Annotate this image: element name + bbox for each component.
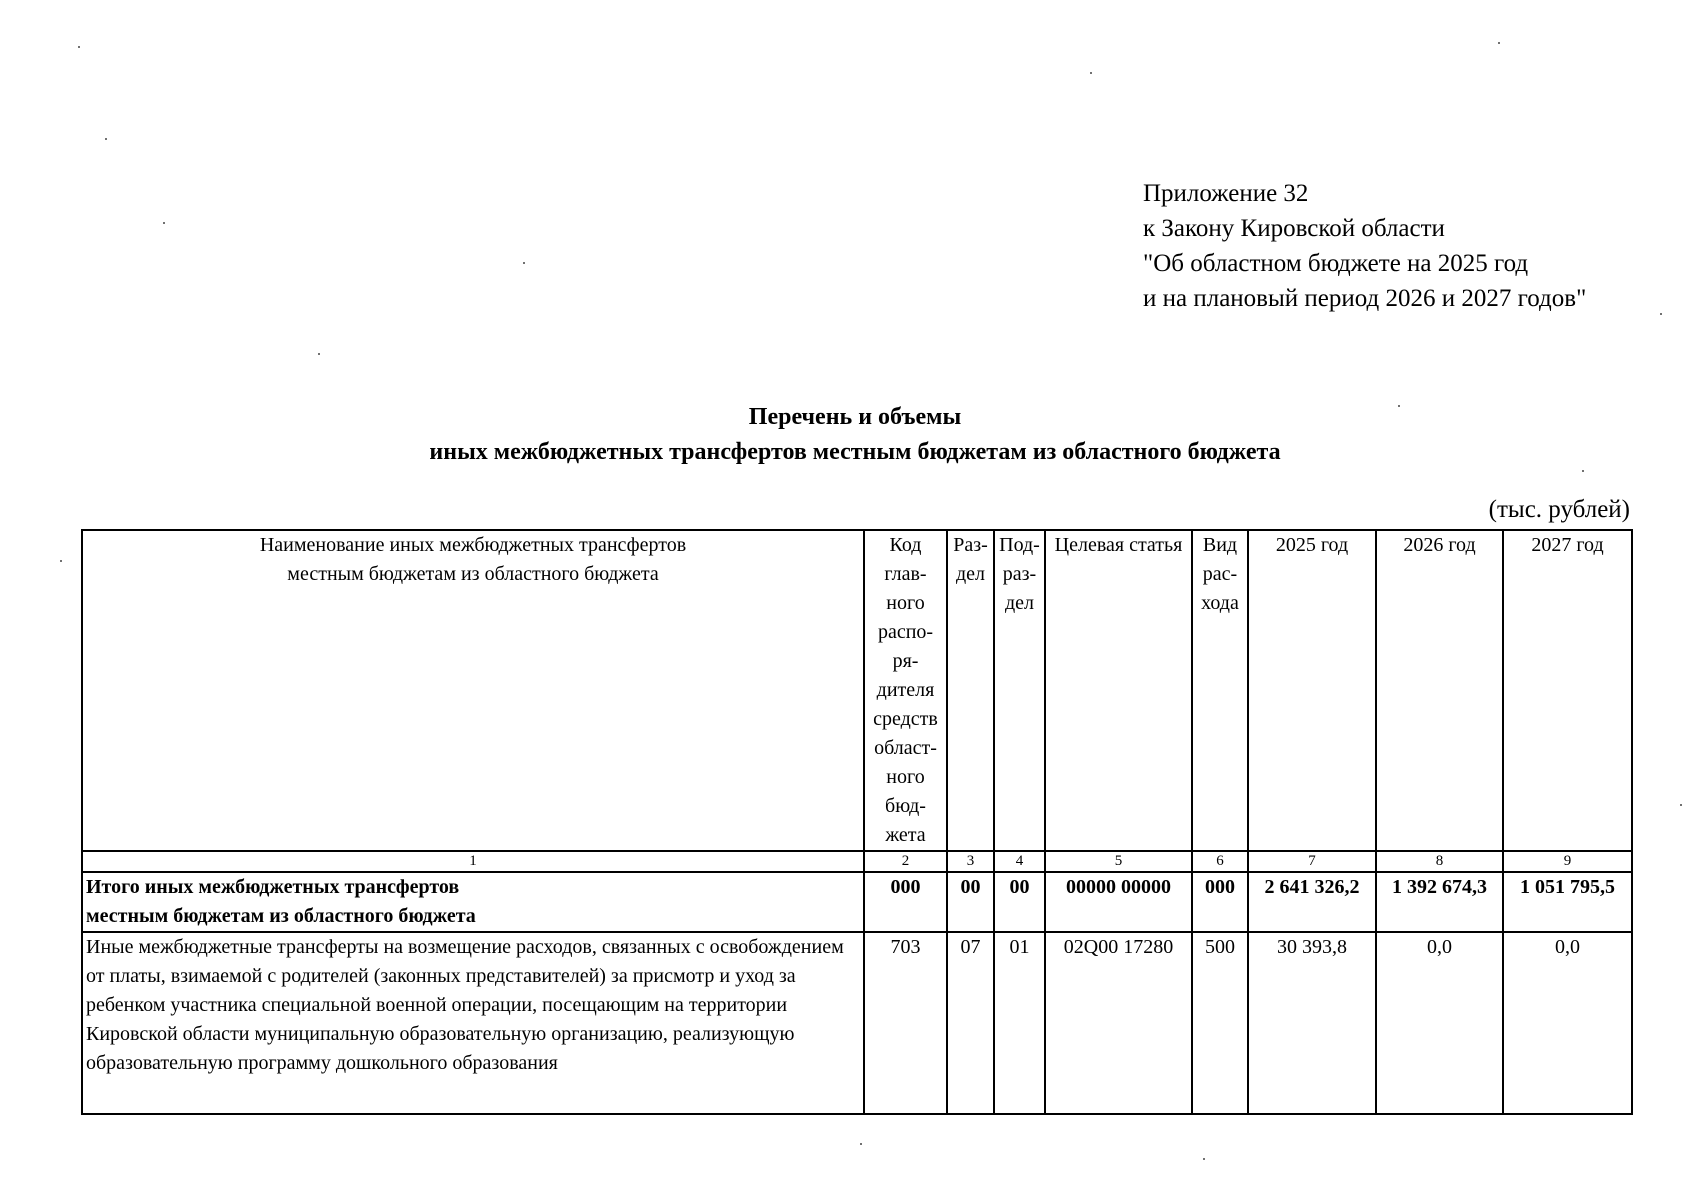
header-expense-type: Вид рас- хода bbox=[1192, 530, 1248, 851]
total-expense-type: 000 bbox=[1192, 872, 1248, 932]
column-number: 5 bbox=[1045, 851, 1192, 872]
scan-speck bbox=[860, 1143, 862, 1145]
table-row bbox=[82, 932, 1632, 1114]
document-title bbox=[80, 400, 1630, 470]
header-2025: 2025 год bbox=[1248, 530, 1376, 851]
total-2027: 1 051 795,5 bbox=[1503, 872, 1632, 932]
total-code: 000 bbox=[864, 872, 947, 932]
scan-speck bbox=[523, 262, 525, 264]
header-row bbox=[82, 530, 1632, 851]
approval-line-1: Приложение 32 bbox=[1143, 180, 1309, 207]
scan-speck bbox=[1090, 72, 1092, 74]
column-number: 3 bbox=[947, 851, 994, 872]
row-target: 02Q00 17280 bbox=[1045, 932, 1192, 1114]
column-number: 6 bbox=[1192, 851, 1248, 872]
scan-speck bbox=[1203, 1158, 1205, 1160]
scan-speck bbox=[163, 222, 165, 224]
title-line-2: иных межбюджетных трансфертов местным бюджетам из областного бюджета bbox=[429, 439, 1281, 465]
total-name: Итого иных межбюджетных трансфертов местным бюджетам из областного бюджета bbox=[82, 872, 864, 932]
scan-speck bbox=[1398, 405, 1400, 407]
approval-line-2: к Закону Кировской области bbox=[1143, 215, 1445, 242]
title-line-1: Перечень и объемы bbox=[748, 404, 962, 430]
row-2025: 30 393,8 bbox=[1248, 932, 1376, 1114]
scan-speck bbox=[318, 353, 320, 355]
row-code: 703 bbox=[864, 932, 947, 1114]
header-target: Целевая статья bbox=[1045, 530, 1192, 851]
total-2026: 1 392 674,3 bbox=[1376, 872, 1503, 932]
row-name: Иные межбюджетные трансферты на возмещение расходов, связанных с освобождением от платы, взимаемой с родителей (законных представителей) за присмотр и уход за ребенком участника специальной военной операции, посещающим на территории Кировской области муниципальную образовательную организацию, реализующую образовательную программу дошкольного образования bbox=[82, 932, 864, 1114]
header-2027: 2027 год bbox=[1503, 530, 1632, 851]
header-code: Код глав- ного распо- ря- дителя средств област- ного бюд- жета bbox=[864, 530, 947, 851]
total-2025: 2 641 326,2 bbox=[1248, 872, 1376, 932]
row-2026: 0,0 bbox=[1376, 932, 1503, 1114]
row-expense-type: 500 bbox=[1192, 932, 1248, 1114]
column-number: 2 bbox=[864, 851, 947, 872]
header-2026: 2026 год bbox=[1376, 530, 1503, 851]
total-subsection: 00 bbox=[994, 872, 1045, 932]
column-number: 7 bbox=[1248, 851, 1376, 872]
approval-block bbox=[1143, 176, 1586, 316]
header-section: Раз- дел bbox=[947, 530, 994, 851]
scan-speck bbox=[1582, 470, 1584, 472]
scan-speck bbox=[1660, 313, 1662, 315]
column-number: 1 bbox=[82, 851, 864, 872]
column-number: 9 bbox=[1503, 851, 1632, 872]
scan-speck bbox=[1498, 42, 1500, 44]
row-2027: 0,0 bbox=[1503, 932, 1632, 1114]
column-numbers-row bbox=[82, 851, 1632, 872]
row-subsection: 01 bbox=[994, 932, 1045, 1114]
approval-line-4: и на плановый период 2026 и 2027 годов" bbox=[1143, 285, 1587, 312]
scan-speck bbox=[105, 138, 107, 140]
scan-speck bbox=[78, 46, 80, 48]
transfers-table bbox=[81, 529, 1633, 1115]
total-section: 00 bbox=[947, 872, 994, 932]
approval-line-3: "Об областном бюджете на 2025 год bbox=[1143, 250, 1529, 277]
units-label: (тыс. рублей) bbox=[1488, 496, 1630, 523]
header-name: Наименование иных межбюджетных трансфертов местным бюджетам из областного бюджета bbox=[82, 530, 864, 851]
total-row bbox=[82, 872, 1632, 932]
column-number: 4 bbox=[994, 851, 1045, 872]
scan-speck bbox=[1680, 804, 1682, 806]
column-number: 8 bbox=[1376, 851, 1503, 872]
scan-speck bbox=[60, 560, 62, 562]
total-target: 00000 00000 bbox=[1045, 872, 1192, 932]
header-subsection: Под- раз- дел bbox=[994, 530, 1045, 851]
row-section: 07 bbox=[947, 932, 994, 1114]
